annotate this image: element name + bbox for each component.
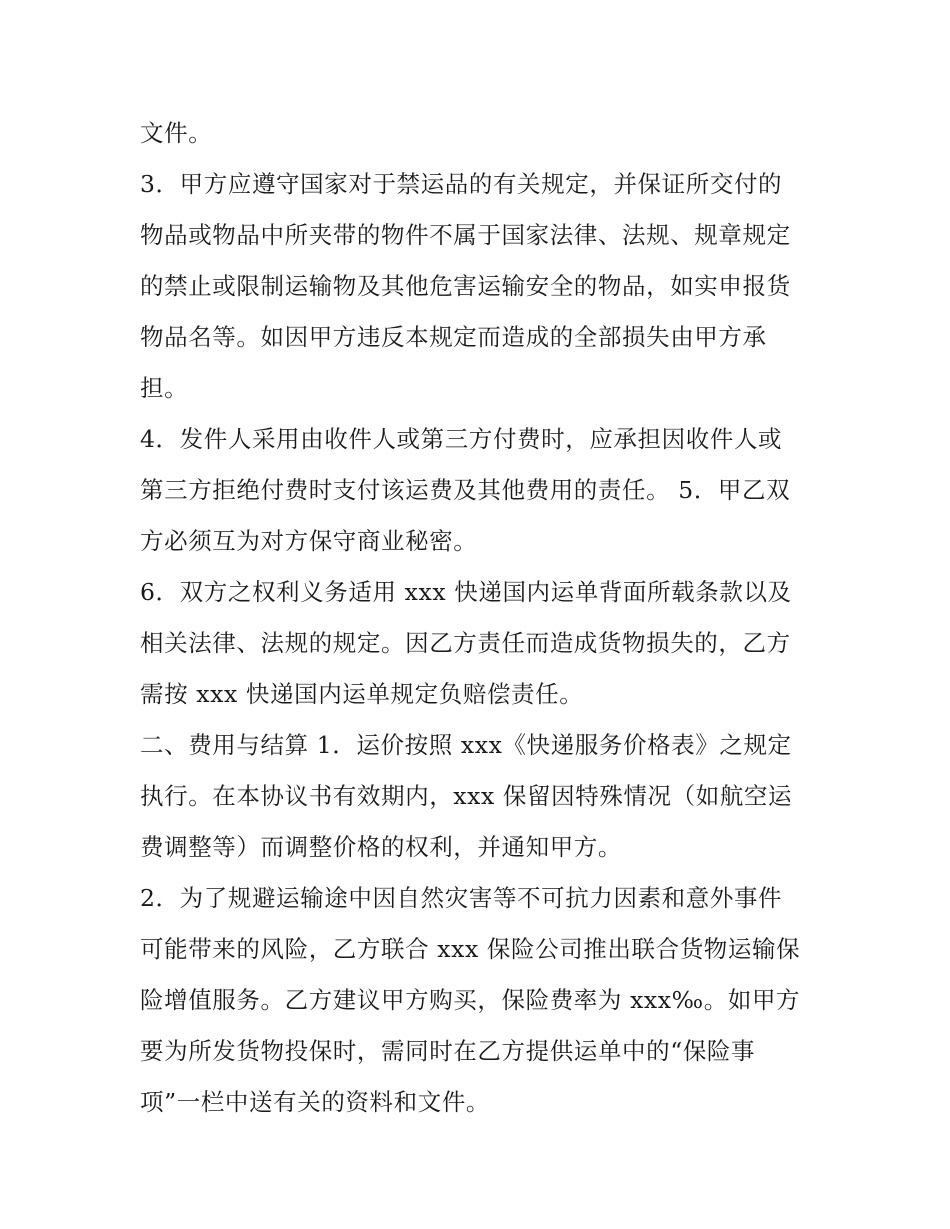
text-line: 第三方拒绝付费时支付该运费及其他费用的责任。 5．甲乙双	[140, 476, 791, 504]
text-line: 6．双方之权利义务适用 xxx 快递国内运单背面所载条款以及	[140, 578, 792, 606]
text-line: 项”一栏中送有关的资料和文件。	[140, 1088, 491, 1116]
text-line: 文件。	[140, 119, 213, 147]
text-line: 4．发件人采用由收件人或第三方付费时，应承担因收件人或	[140, 425, 783, 453]
text-line: 物品或物品中所夹带的物件不属于国家法律、法规、规章规定	[140, 221, 791, 249]
text-line: 2．为了规避运输途中因自然灾害等不可抗力因素和意外事件	[140, 884, 783, 912]
text-line: 担。	[140, 374, 189, 402]
text-line: 物品名等。如因甲方违反本规定而造成的全部损失由甲方承	[140, 323, 767, 351]
text-line: 二、费用与结算 1．运价按照 xxx《快递服务价格表》之规定	[140, 731, 792, 759]
document-body	[140, 108, 820, 1128]
text-line: 费调整等）而调整价格的权利，并通知甲方。	[140, 833, 622, 861]
text-line: 可能带来的风险，乙方联合 xxx 保险公司推出联合货物运输保	[140, 935, 801, 963]
text-line: 的禁止或限制运输物及其他危害运输安全的物品，如实申报货	[140, 272, 791, 300]
text-line: 3．甲方应遵守国家对于禁运品的有关规定，并保证所交付的	[140, 170, 783, 198]
text-line: 险增值服务。乙方建议甲方购买，保险费率为 xxx‰。如甲方	[140, 986, 801, 1014]
text-line: 执行。在本协议书有效期内，xxx 保留因特殊情况（如航空运	[140, 782, 793, 810]
text-line: 方必须互为对方保守商业秘密。	[140, 527, 478, 555]
text-line: 相关法律、法规的规定。因乙方责任而造成货物损失的，乙方	[140, 629, 791, 657]
text-line: 需按 xxx 快递国内运单规定负赔偿责任。	[140, 680, 584, 708]
text-line: 要为所发货物投保时，需同时在乙方提供运单中的“保险事	[140, 1037, 756, 1065]
